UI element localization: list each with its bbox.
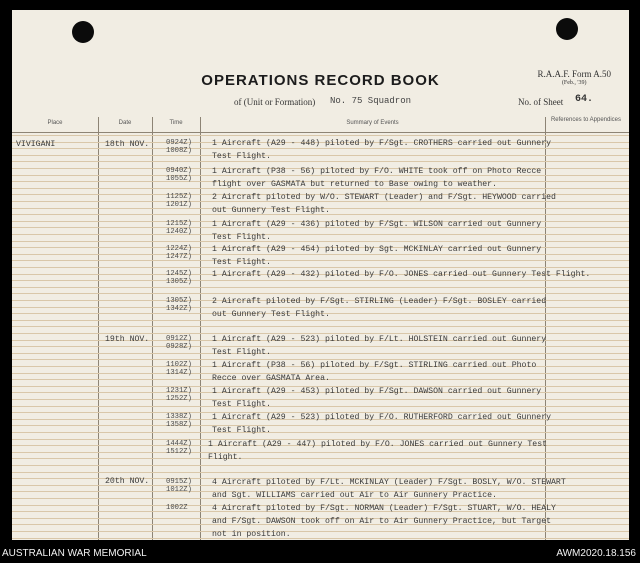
record-sheet: OPERATIONS RECORD BOOK R.A.A.F. Form A.50 (Feb., '39) of (Unit or Formation) No. 75 Squadron No. of Sheet 64. Place Date Time Summary of Events References to Appendices VIVIGANI 18th NOV. 19th NOV. 20th NOV. 0924Z) 1008Z) 1 Aircraft (A29 - 448) piloted by F/Sgt. CROTHERS carried out Gunnery Test Flight. 0940Z) 1055Z) 1 Aircraft (P38 - 56) piloted by F/O. WHITE took off on Photo Recce flight over GASMATA but returned to Base owing to weather. 1125Z) 1201Z) 2 Aircraft piloted by W/O. STEWART (Leader) and F/Sgt. HEYWOOD carried out Gunnery Test Flight. 1215Z) 1240Z) 1 Aircraft (A29 - 436) piloted by F/Sgt. WILSON carried out Gunnery Test Flight. 1224Z) 1247Z) 1 Aircraft (A29 - 454) piloted by Sgt. MCKINLAY carried out Gunnery Test Flight. 1245Z) 1305Z) 1 Aircraft (A29 - 432) piloted by F/O. JONES carried out Gunnery Test Flight. 1305Z) 1342Z) 2 Aircraft piloted by F/Sgt. STIRLING (Leader) F/Sgt. BOSLEY carried out Gunnery Test Flight. 0912Z) 0928Z) 1 Aircraft (A29 - 523) piloted by F/Lt. HOLSTEIN carried out Gunnery Test Flight. 1102Z) 1314Z) 1 Aircraft (P38 - 56) piloted by F/Sgt. STIRLING carried out Photo Recce over GASMATA Area. 1231Z) 1252Z) 1 Aircraft (A29 - 453) piloted by F/Sgt. DAWSON carried out Gunnery Test Flight. 1338Z) 1358Z) 1 Aircraft (A29 - 523) piloted by F/O. RUTHERFORD carried out Gunnery Test Flight. 1444Z) 1512Z) 1 Aircraft (A29 - 447) piloted by F/O. JONES carried out Gunnery Test Flight. 0915Z) 1012Z) 4 Aircraft piloted by F/Lt. MCKINLAY (Leader) F/Sgt. BOSLY, W/O. STEWART and Sgt. WILLIAMS carried out Air to Air Gunnery Practice. 1002Z 4 Aircraft piloted by F/Sgt. NORMAN (Leader) F/Sgt. STUART, W/O. HEALY and F/Sgt. DAWSON took off on Air to Air Gunnery Practice, but Target not in position. bbox=[12, 10, 629, 540]
page-title: OPERATIONS RECORD BOOK bbox=[201, 72, 440, 89]
footer-left: AUSTRALIAN WAR MEMORIAL bbox=[2, 548, 147, 559]
ruled-line bbox=[12, 472, 629, 473]
ruled-line bbox=[12, 452, 629, 453]
date-value: 20th NOV. bbox=[105, 477, 150, 486]
col-summary: Summary of Events bbox=[346, 120, 399, 126]
ruled-line bbox=[12, 234, 629, 235]
date-value: 18th NOV. bbox=[105, 140, 150, 149]
col-references: References to Appendices bbox=[550, 117, 622, 123]
footer-right: AWM2020.18.156 bbox=[556, 548, 636, 559]
unit-value: No. 75 Squadron bbox=[330, 96, 412, 106]
ruled-line bbox=[12, 432, 629, 433]
ruled-line bbox=[12, 353, 629, 354]
punch-hole-left bbox=[72, 21, 94, 43]
ruled-line bbox=[12, 161, 629, 162]
punch-hole-right bbox=[556, 18, 578, 40]
form-number: R.A.A.F. Form A.50 (Feb., '39) bbox=[537, 69, 611, 86]
ruled-line bbox=[12, 406, 629, 407]
ruled-line bbox=[12, 260, 629, 261]
ruled-line bbox=[12, 135, 629, 136]
sheet-number: 64. bbox=[575, 94, 594, 105]
header-rule bbox=[12, 132, 629, 133]
ruled-line bbox=[12, 399, 629, 400]
ruled-line bbox=[12, 287, 629, 288]
ruled-line bbox=[12, 531, 629, 532]
unit-label: of (Unit or Formation) bbox=[234, 97, 316, 107]
ruled-line bbox=[12, 538, 629, 539]
ruled-line bbox=[12, 458, 629, 459]
col-place: Place bbox=[47, 120, 63, 126]
ruled-line bbox=[12, 155, 629, 156]
place-value: VIVIGANI bbox=[16, 140, 56, 149]
date-value: 19th NOV. bbox=[105, 335, 150, 344]
ruled-line bbox=[12, 425, 629, 426]
col-time: Time bbox=[169, 120, 183, 126]
sheet-label: No. of Sheet bbox=[518, 97, 564, 107]
ruled-line bbox=[12, 465, 629, 466]
ruled-line bbox=[12, 241, 629, 242]
ruled-line bbox=[12, 346, 629, 347]
col-date: Date bbox=[118, 120, 132, 126]
ruled-line bbox=[12, 326, 629, 327]
